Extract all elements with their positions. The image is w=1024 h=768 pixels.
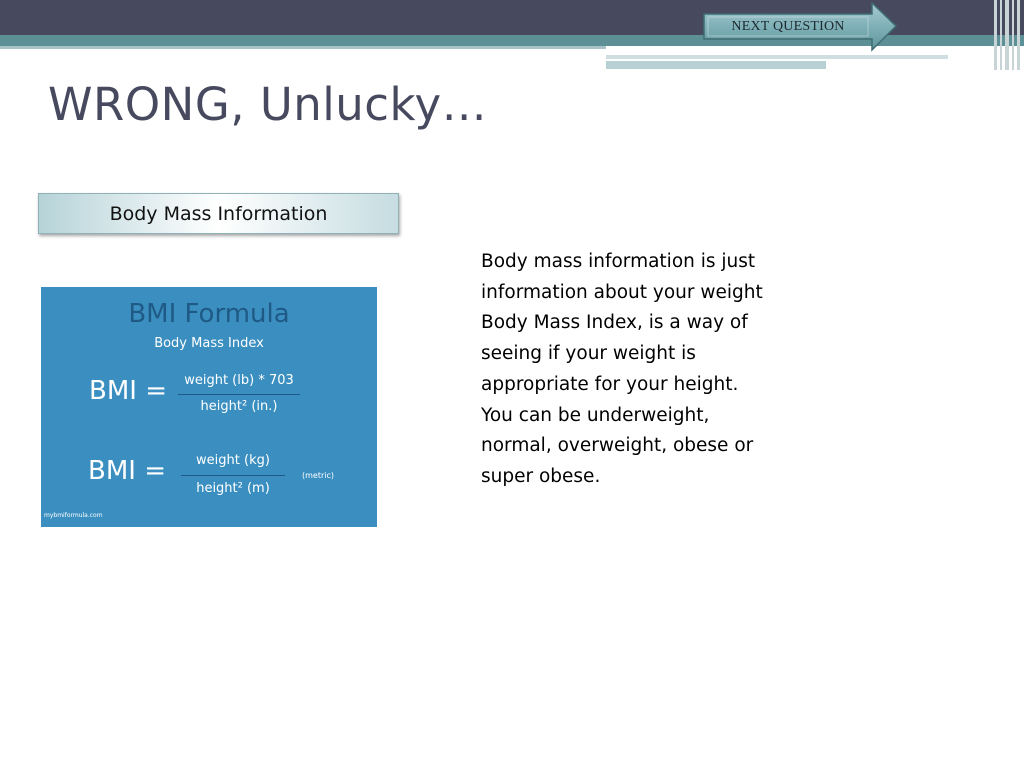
header-right-line	[606, 61, 826, 69]
body-text-line: normal, overweight, obese or	[481, 435, 754, 457]
bmi-eq2-label: BMI =	[88, 456, 166, 486]
bmi-metric-note: (metric)	[302, 471, 335, 480]
body-text-line: You can be underweight,	[481, 404, 710, 426]
bmi-eq1-numerator: weight (lb) * 703	[184, 373, 294, 388]
body-text-line: seeing if your weight is	[481, 343, 696, 365]
page-title: WRONG, Unlucky…	[48, 78, 488, 131]
bmi-eq2-numerator: weight (kg)	[196, 453, 270, 468]
body-text	[481, 247, 821, 493]
header-vertical-stripes	[992, 0, 1024, 70]
bmi-image-title: BMI Formula	[128, 299, 290, 329]
fraction-line	[178, 394, 300, 395]
body-mass-information-label: Body Mass Information	[109, 203, 328, 225]
header-right-line	[606, 55, 948, 59]
body-mass-information-button[interactable]	[38, 193, 399, 234]
body-text-line: Body mass information is just	[481, 251, 756, 272]
next-question-label: NEXT QUESTION	[731, 19, 845, 34]
fraction-line	[181, 475, 285, 476]
bmi-eq1-denominator: height² (in.)	[200, 399, 278, 414]
bmi-eq2-denominator: height² (m)	[196, 481, 270, 496]
bmi-formula-image	[41, 287, 377, 527]
body-text-line: appropriate for your height.	[481, 373, 739, 395]
body-text-line: information about your weight	[481, 281, 763, 303]
bmi-image-credit: mybmiformula.com	[44, 512, 103, 519]
header-band-thin	[0, 46, 606, 49]
body-text-line: Body Mass Index, is a way of	[481, 312, 748, 334]
bmi-image-subtitle: Body Mass Index	[154, 336, 264, 351]
bmi-eq1-label: BMI =	[89, 376, 167, 406]
next-question-button[interactable]	[700, 2, 898, 52]
body-text-line: super obese.	[481, 465, 601, 487]
